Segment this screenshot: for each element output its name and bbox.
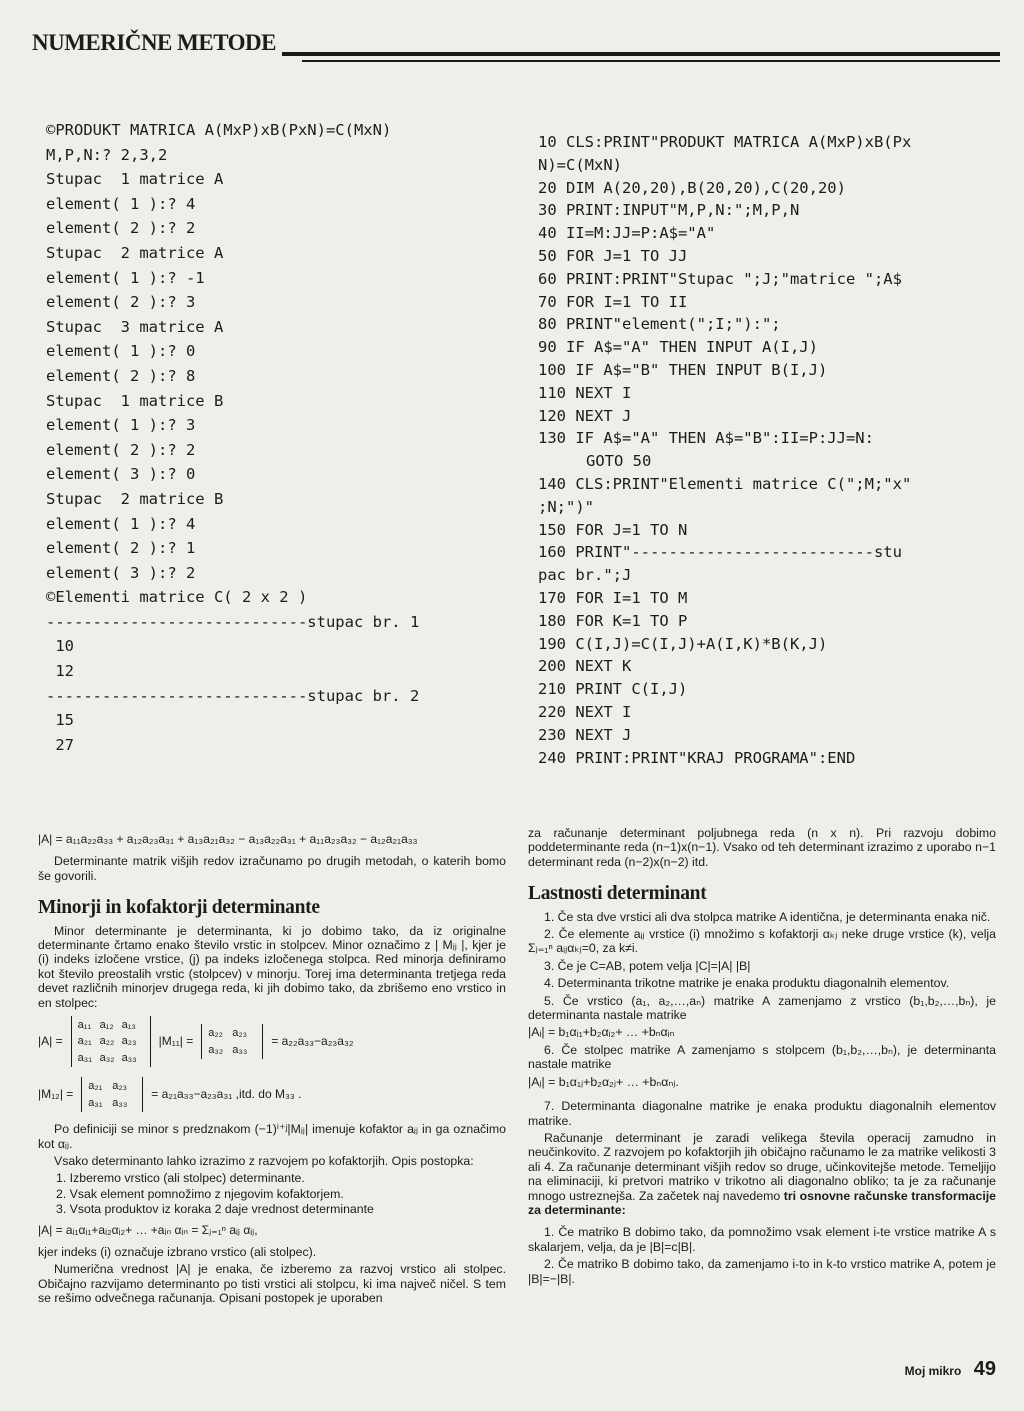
code-line: 220 NEXT I (538, 702, 632, 721)
step-item: 1. Izberemo vrstico (ali stolpec) determinante. (56, 1171, 305, 1186)
paragraph: Determinante matrik višjih redov izračunamo po drugih metodah, o katerih bomo še govorili. (38, 854, 506, 883)
matrix-cell: a₂₁ (88, 1080, 103, 1093)
paragraph: Vsako determinanto lahko izrazimo z razvojem po kofaktorjih. Opis postopka: (54, 1153, 474, 1168)
code-line: 90 IF A$="A" THEN INPUT A(I,J) (538, 338, 818, 357)
transform-item: 1. Če matriko B dobimo tako, da pomnožimo vsak element i-te vrstice matrike A s skalarjem, velja, da je |B|=c|B|. (528, 1225, 996, 1254)
minor-equation-m12 (38, 1077, 506, 1112)
output-line: element( 2 ):? 8 (46, 366, 196, 385)
eq-result: = a₂₂a₃₃−a₂₃a₃₂ (271, 1034, 354, 1049)
paragraph: Numerična vrednost |A| je enaka, če izberemo za razvoj vrstico ali stolpec. Običajno razvijamo determinanto po tisti vrstici ali stolpcu, ki ima največ ničel. S tem se rešimo odvečnega računanja. Opisani postopek je uporaben (38, 1262, 506, 1306)
code-line: pac br.";J (538, 566, 632, 585)
output-line: ©PRODUKT MATRICA A(MxP)xB(PxN)=C(MxN) (46, 121, 392, 139)
output-line: Stupac 1 matrice B (46, 391, 224, 410)
matrix-cell: a₃₃ (112, 1096, 128, 1109)
code-line: 240 PRINT:PRINT"KRAJ PROGRAMA":END (538, 748, 856, 767)
output-line: Stupac 1 matrice A (46, 170, 224, 189)
magazine-name: Moj mikro (904, 1364, 962, 1378)
code-line: 230 NEXT J (538, 725, 632, 744)
matrix-cell: a₃₁ (88, 1096, 103, 1109)
paragraph (528, 1131, 996, 1217)
matrix-cell: a₃₃ (121, 1051, 137, 1064)
property-item: 4. Determinanta trikotne matrike je enaka produktu diagonalnih elementov. (544, 976, 950, 991)
output-line: 12 (46, 662, 74, 681)
code-line: 80 PRINT"element(";I;"):"; (538, 315, 781, 334)
transform-item: 2. Če matriko B dobimo tako, da zamenjamo i-to in k-to vrstico matrike A, potem je |B|=−|B|. (528, 1257, 996, 1286)
code-line: 200 NEXT K (538, 657, 632, 676)
property-formula: |Aᵢ| = b₁αᵢ₁+b₂αᵢ₂+ … +bₙαᵢₙ (528, 1025, 675, 1040)
code-line: 120 NEXT J (538, 406, 632, 425)
output-line: element( 1 ):? 3 (46, 416, 196, 435)
matrix-cell: a₃₂ (208, 1043, 224, 1056)
code-line: 30 PRINT:INPUT"M,P,N:";M,P,N (538, 201, 800, 220)
matrix-cell: a₃₃ (232, 1043, 248, 1056)
output-line: 27 (46, 735, 74, 754)
output-line: element( 1 ):? 4 (46, 514, 196, 533)
output-line: 10 (46, 637, 74, 656)
matrix-cell: a₂₃ (121, 1035, 137, 1048)
output-line: element( 1 ):? 0 (46, 342, 196, 361)
section-title-minors: Minorji in kofaktorji determinante (38, 897, 320, 919)
step-item: 2. Vsak element pomnožimo z njegovim kofaktorjem. (56, 1186, 344, 1201)
property-formula: |Aⱼ| = b₁α₁ⱼ+b₂α₂ⱼ+ … +bₙαₙⱼ. (528, 1074, 679, 1089)
header-rule-thin (302, 60, 1000, 62)
output-line: element( 3 ):? 2 (46, 563, 196, 582)
step-item: 3. Vsota produktov iz koraka 2 daje vrednost determinante (56, 1202, 374, 1217)
output-line: element( 2 ):? 2 (46, 219, 196, 238)
matrix-cell: a₂₂ (99, 1035, 115, 1048)
page-number: 49 (973, 1358, 996, 1380)
output-line: Stupac 2 matrice A (46, 243, 224, 262)
paragraph-emphasis: tri osnovne računske transformacije za determinante: (528, 1188, 996, 1217)
eq-result: = a₂₁a₃₃−a₂₃a₃₁ ,itd. do M₃₃ . (151, 1087, 302, 1102)
paragraph: Minor determinante je determinanta, ki jo dobimo tako, da iz originalne determinante črtamo enako število vrstic in stolpcev. Minor označimo z | Mᵢⱼ |, kjer je (i) indeks izločene vrstice, (j) pa indeks izločenega stolpca. Red minorja definiramo kot število preostalih vrstic (stolpcev) v minorju. Torej ima determinanta tretjega reda devet različnih minorjev drugega reda, ki jih dobimo tako, da zbrišemo eno vrstico in en stolpec: (38, 923, 506, 1010)
section-title-properties: Lastnosti determinant (528, 883, 707, 905)
code-line: 20 DIM A(20,20),B(20,20),C(20,20) (538, 178, 846, 197)
paragraph: kjer indeks (i) označuje izbrano vrstico (ali stolpec). (38, 1244, 317, 1259)
output-line: Stupac 3 matrice A (46, 317, 224, 336)
output-line: ©Elementi matrice C( 2 x 2 ) (46, 588, 308, 607)
code-line: 210 PRINT C(I,J) (538, 680, 688, 699)
matrix-cell: a₃₁ (77, 1051, 92, 1064)
code-line: ;N;")" (538, 497, 594, 516)
matrix-cell: a₂₁ (77, 1035, 92, 1048)
output-line: 15 (46, 711, 74, 730)
program-output (46, 118, 516, 757)
matrix-a (71, 1016, 151, 1067)
paragraph-text: Računanje determinant je zaradi velikega števila operacij zamudno in neučinkovito. Z razvojem po kofaktorjih jih običajno računamo le za matrike velikosti 3 ali 4. Za računanje determinant višjih redov so druge, učinkovitejše metode. Temeljijo na eliminaciji, ki pretvori matriko v trikotno ali diagonalno obliko; ta je za računanje mnogo ustreznejša. Za začetek naj navedemo (528, 1130, 996, 1203)
code-line: 60 PRINT:PRINT"Stupac ";J;"matrice ";A$ (538, 269, 902, 288)
expansion-formula: |A| = aᵢ₁αᵢ₁+aᵢ₂αᵢ₂+ … +aᵢₙ αᵢₙ = Σⱼ₌₁ⁿ aᵢⱼ αᵢⱼ, (38, 1222, 258, 1237)
code-line: 180 FOR K=1 TO P (538, 611, 688, 630)
right-text-column (528, 826, 996, 1289)
output-line: M,P,N:? 2,3,2 (46, 145, 168, 164)
eq-label: |M₁₂| = (38, 1087, 74, 1102)
code-line: 160 PRINT"--------------------------stu (538, 543, 902, 562)
code-line: 70 FOR I=1 TO II (538, 292, 688, 311)
matrix-cell: a₂₃ (112, 1080, 128, 1093)
code-line: 130 IF A$="A" THEN A$="B":II=P:JJ=N: (538, 429, 874, 448)
output-line: element( 3 ):? 0 (46, 465, 196, 484)
page-footer (905, 1358, 996, 1381)
eq-label: |M₁₁| = (158, 1034, 194, 1049)
matrix-cell: a₂₂ (208, 1027, 223, 1040)
minor-equations (38, 1016, 506, 1067)
property-item: 6. Če stolpec matrike A zamenjamo s stolpcem (b₁,b₂,…,bₙ), je determinanta nastale matrike (528, 1042, 996, 1072)
code-line: 150 FOR J=1 TO N (538, 520, 688, 539)
code-line: 170 FOR I=1 TO M (538, 588, 688, 607)
left-text-column (38, 826, 506, 1309)
output-line: element( 2 ):? 3 (46, 293, 196, 312)
output-line: element( 1 ):? -1 (46, 268, 205, 287)
program-listing (538, 131, 988, 769)
code-line: 110 NEXT I (538, 383, 632, 402)
matrix-cell: a₃₂ (99, 1051, 115, 1064)
paragraph: za računanje determinant poljubnega reda (n x n). Pri razvoju dobimo poddeterminante reda (n−1)x(n−1). Vsako od teh determinant izrazimo z uporabo n−1 determinant reda (n−2)x(n−2) itd. (528, 826, 996, 869)
code-line: N)=C(MxN) (538, 155, 622, 174)
matrix-cell: a₂₃ (232, 1027, 248, 1040)
header-title: NUMERIČNE METODE (32, 30, 282, 56)
output-line: Stupac 2 matrice B (46, 489, 224, 508)
code-line: 100 IF A$="B" THEN INPUT B(I,J) (538, 360, 828, 379)
output-line: ----------------------------stupac br. 1 (46, 612, 420, 631)
code-line: 190 C(I,J)=C(I,J)+A(I,K)*B(K,J) (538, 634, 828, 653)
page-header (32, 26, 1000, 66)
code-line: 10 CLS:PRINT"PRODUKT MATRICA A(MxP)xB(Px (538, 133, 912, 151)
property-item: 7. Determinanta diagonalne matrike je enaka produktu diagonalnih elementov matrike. (528, 1099, 996, 1128)
matrix-m11 (201, 1024, 263, 1059)
property-item: 3. Če je C=AB, potem velja |C|=|A| |B| (544, 958, 751, 973)
property-item: 5. Če vrstico (a₁, a₂,…,aₙ) matrike A zamenjamo z vrstico (b₁,b₂,…,bₙ), je determinanta nastale matrike (528, 993, 996, 1023)
output-line: ----------------------------stupac br. 2 (46, 686, 420, 705)
code-line: 140 CLS:PRINT"Elementi matrice C(";M;"x" (538, 474, 912, 493)
determinant-formula: |A| = a₁₁a₂₂a₃₃ + a₁₂a₂₃a₃₁ + a₁₃a₂₁a₃₂ − a₁₃a₂₂a₃₁ + a₁₁a₂₃a₃₂ − a₁₂a₂₁a₃₃ (38, 832, 418, 846)
output-line: element( 1 ):? 4 (46, 194, 196, 213)
output-line: element( 2 ):? 1 (46, 539, 196, 558)
code-line: 40 II=M:JJ=P:A$="A" (538, 224, 716, 243)
matrix-m12 (81, 1077, 143, 1112)
property-item: 2. Če elemente aᵢⱼ vrstice (i) množimo s kofaktorji αₖⱼ neke druge vrstice (k), velja Σⱼ₌₁ⁿ aᵢⱼαₖⱼ=0, za k≠i. (528, 927, 996, 956)
output-line: element( 2 ):? 2 (46, 440, 196, 459)
eq-label: |A| = (38, 1034, 63, 1049)
code-line: GOTO 50 (586, 452, 652, 471)
property-item: 1. Če sta dve vrstici ali dva stolpca matrike A identična, je determinanta enaka nič. (544, 909, 991, 924)
code-line: 50 FOR J=1 TO JJ (538, 246, 688, 265)
paragraph: Po definiciji se minor s predznakom (−1)ⁱ⁺ʲ|Mᵢⱼ| imenuje kofaktor aᵢⱼ in ga označimo kot αᵢⱼ. (38, 1122, 506, 1151)
matrix-cell: a₁₃ (121, 1019, 136, 1032)
matrix-cell: a₁₂ (99, 1019, 114, 1032)
matrix-cell: a₁₁ (77, 1019, 92, 1032)
